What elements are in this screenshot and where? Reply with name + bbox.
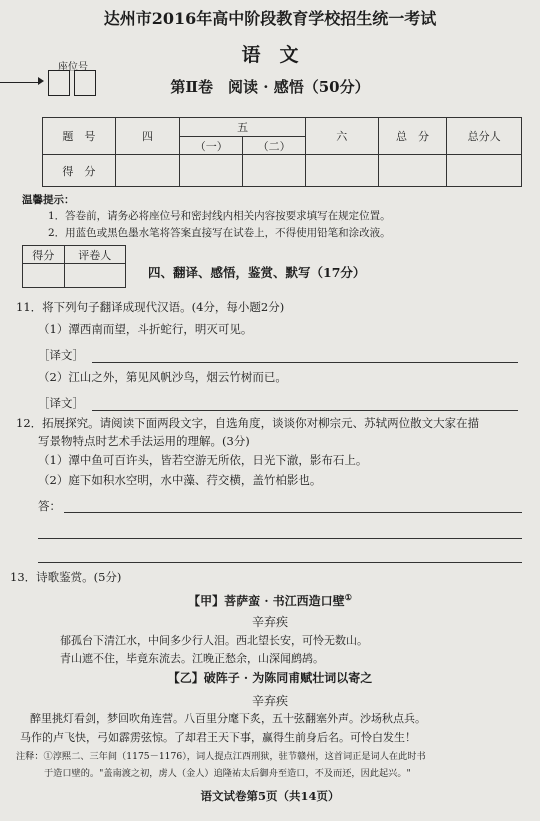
tips-title: 温馨提示： <box>22 194 75 206</box>
q11-sentence-1: （1）潭西南而望，斗折蛇行，明灭可见。 <box>38 322 253 336</box>
q12-answer-line-2[interactable] <box>38 538 522 539</box>
q12-stem-line-2: 写景物特点时艺术手法运用的理解。(3分) <box>38 434 250 448</box>
grader-table <box>22 245 126 288</box>
poem-a-line-2: 青山遮不住，毕竟东流去。江晚正愁余，山深闻鹧鸪。 <box>60 652 324 665</box>
poem-a-line-1: 郁孤台下清江水，中间多少行人泪。西北望长安，可怜无数山。 <box>60 634 368 647</box>
section-title: 第Ⅱ卷 阅读 · 感悟（50分） <box>170 78 370 96</box>
score-row-label: 得 分 <box>43 155 116 187</box>
note-line-2: 于造口壁的。"盖南渡之初，虏人（金人）追隆祐太后御舟至造口，不及而还，因此起兴。" <box>44 768 411 779</box>
grader-score-label: 得分 <box>23 246 65 264</box>
grader-name-cell[interactable] <box>64 264 125 288</box>
q12-answer-label: 答： <box>38 499 61 513</box>
tip-1: 1．答卷前，请务必将座位号和密封线内相关内容按要求填写在规定位置。 <box>48 210 391 222</box>
exam-title: 达州市2016年高中阶段教育学校招生统一考试 <box>103 9 437 28</box>
score-header-scorer: 总分人 <box>447 118 522 155</box>
note-line-1: 注释：①淳熙二、三年间（1175－1176），词人提点江西刑狱，驻节赣州，这首词正是词人在此时书 <box>16 751 426 762</box>
grader-name-label: 评卷人 <box>64 246 125 264</box>
q11-answer-label-1: ［译文］ <box>38 348 84 362</box>
seat-arrow-icon <box>38 77 44 85</box>
score-cell-five-2[interactable] <box>243 155 306 187</box>
poem-b-line-2: 马作的卢飞快，弓如霹雳弦惊。了却君王天下事，赢得生前身后名。可怜白发生！ <box>20 731 416 744</box>
seat-box-2[interactable] <box>74 70 96 96</box>
seat-arrow-line <box>0 82 40 83</box>
score-cell-total[interactable] <box>378 155 447 187</box>
q12-passage-1: （1）潭中鱼可百许头，皆若空游无所依，日光下澈，影布石上。 <box>38 453 368 467</box>
poem-b-title: 【乙】破阵子 · 为陈同甫赋壮词以寄之 <box>167 671 373 685</box>
score-header-five-2: （二） <box>243 137 306 155</box>
score-header-five-1: （一） <box>180 137 243 155</box>
poem-b-author: 辛弃疾 <box>251 694 288 708</box>
part4-heading: 四、翻译、感悟，鉴赏、默写（17分） <box>148 265 366 280</box>
grader-score-cell[interactable] <box>23 264 65 288</box>
q12-answer-line-3[interactable] <box>38 562 522 563</box>
seat-label: 座位号 <box>58 62 88 73</box>
q11-answer-label-2: ［译文］ <box>38 396 84 410</box>
score-table <box>42 117 522 187</box>
q13-stem: 13．诗歌鉴赏。(5分) <box>10 570 122 584</box>
q11-answer-line-2[interactable] <box>92 410 518 411</box>
footnote-mark: ① <box>344 592 352 602</box>
score-header-five: 五 <box>180 118 306 137</box>
score-header-four: 四 <box>115 118 180 155</box>
score-header-question: 题 号 <box>43 118 116 155</box>
seat-box-1[interactable] <box>48 70 70 96</box>
page-footer: 语文试卷第5页（共14页） <box>200 789 340 803</box>
score-header-six: 六 <box>305 118 378 155</box>
poem-a-author: 辛弃疾 <box>251 615 288 629</box>
poem-a-title: 【甲】菩萨蛮 · 书江西造口壁① <box>188 592 352 608</box>
q11-answer-line-1[interactable] <box>92 362 518 363</box>
tip-2: 2．用蓝色或黑色墨水笔将答案直接写在试卷上，不得使用铅笔和涂改液。 <box>48 227 391 239</box>
q12-passage-2: （2）庭下如积水空明，水中藻、荇交横，盖竹柏影也。 <box>38 473 322 487</box>
q12-stem-line-1: 12．拓展探究。请阅读下面两段文字，自选角度，谈谈你对柳宗元、苏轼两位散文大家在描 <box>16 416 480 430</box>
score-cell-four[interactable] <box>115 155 180 187</box>
q11-stem: 11．将下列句子翻译成现代汉语。(4分，每小题2分) <box>16 300 285 314</box>
score-cell-five-1[interactable] <box>180 155 243 187</box>
q11-sentence-2: （2）江山之外，第见风帆沙鸟，烟云竹树而已。 <box>38 370 287 384</box>
poem-b-line-1: 醉里挑灯看剑，梦回吹角连营。八百里分麾下炙，五十弦翻塞外声。沙场秋点兵。 <box>30 712 426 725</box>
score-header-total: 总 分 <box>378 118 447 155</box>
subject-title: 语 文 <box>241 44 299 66</box>
q12-answer-line-1[interactable] <box>64 512 522 513</box>
score-cell-six[interactable] <box>305 155 378 187</box>
score-cell-scorer[interactable] <box>447 155 522 187</box>
